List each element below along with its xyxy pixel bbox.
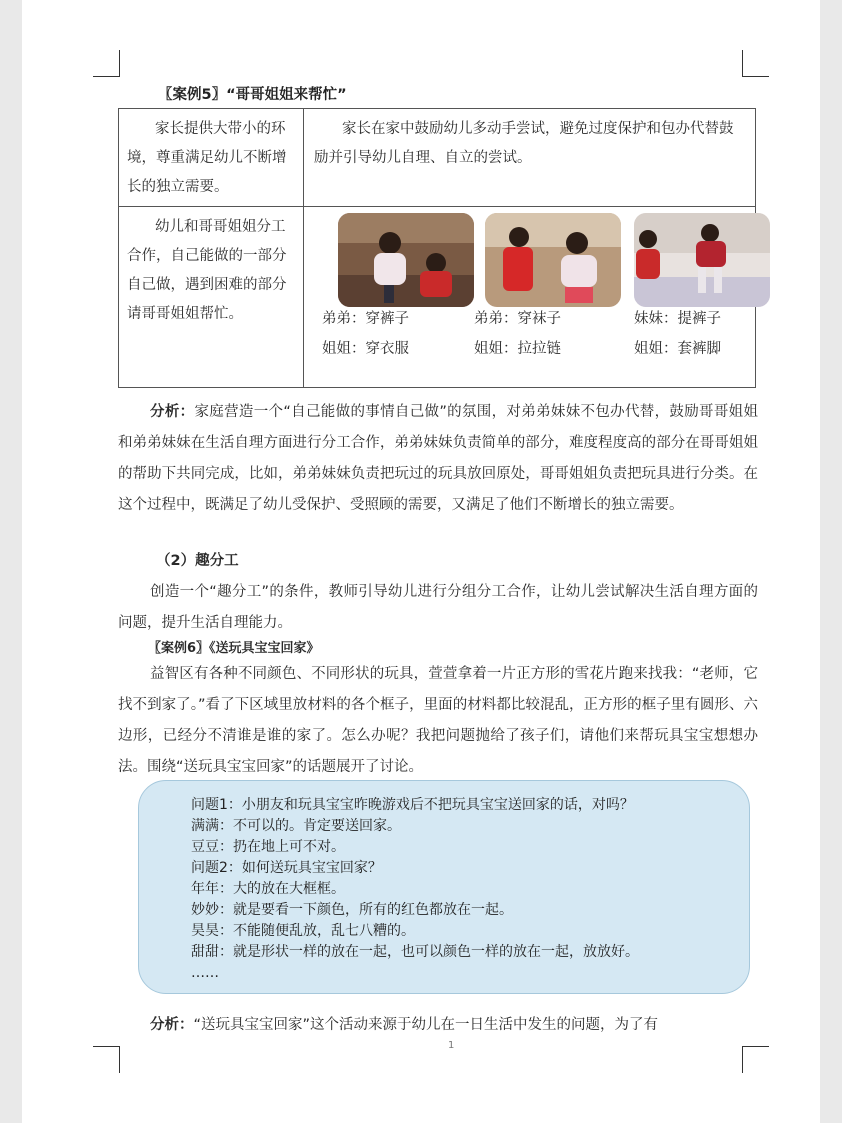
row2-left-cell: 幼儿和哥哥姐姐分工合作，自己能做的一部分自己做，遇到困难的部分请哥哥姐姐帮忙。 <box>119 207 304 388</box>
photo3-caption-2: 姐姐：套裤脚 <box>634 341 721 357</box>
table-row <box>119 207 756 388</box>
discussion-line: 年年：大的放在大框框。 <box>191 881 345 897</box>
case5-title: 〖案例5〗“哥哥姐姐来帮忙” <box>158 87 347 103</box>
crop-mark-top-right <box>742 50 769 77</box>
photo-2 <box>485 213 621 307</box>
analysis1-label: 分析： <box>150 404 195 420</box>
analysis2-text: “送玩具宝宝回家”这个活动来源于幼儿在一日生活中发生的问题，为了有 <box>193 1017 659 1033</box>
section2-paragraph <box>118 577 758 639</box>
discussion-lines <box>191 795 639 984</box>
case5-table <box>118 108 756 388</box>
discussion-line: 甜甜：就是形状一样的放在一起，也可以颜色一样的放在一起，放放好。 <box>191 944 639 960</box>
photo2-caption-2: 姐姐：拉拉链 <box>474 341 561 357</box>
photo2-caption-1: 弟弟：穿袜子 <box>474 311 561 327</box>
analysis2-label: 分析： <box>150 1017 194 1033</box>
photo-1 <box>338 213 474 307</box>
discussion-line: …… <box>191 965 219 981</box>
section2-heading: （2）趣分工 <box>156 553 239 569</box>
photo1-caption-2: 姐姐：穿衣服 <box>322 341 409 357</box>
row1-right-cell: 家长在家中鼓励幼儿多动手尝试，避免过度保护和包办代替鼓励并引导幼儿自理、自立的尝试。 <box>304 109 756 207</box>
analysis1-text: 家庭营造一个“自己能做的事情自己做”的氛围，对弟弟妹妹不包办代替，鼓励哥哥姐姐和弟弟妹妹在生活自理方面进行分工合作，弟弟妹妹负责简单的部分，难度程度高的部分在哥哥姐姐的帮助下共同完成，比如，弟弟妹妹负责把玩过的玩具放回原处，哥哥姐姐负责把玩具进行分类。在这个过程中，既满足了幼儿受保护、受照顾的需要，又满足了他们不断增长的独立需要。 <box>118 404 758 513</box>
row2-photo-cell <box>304 207 756 388</box>
section2-text: 创造一个“趣分工”的条件，教师引导幼儿进行分组分工合作，让幼儿尝试解决生活自理方面的问题，提升生活自理能力。 <box>118 584 758 631</box>
discussion-line: 豆豆：扔在地上可不对。 <box>191 839 345 855</box>
analysis1-paragraph <box>118 397 758 521</box>
discussion-box <box>138 780 750 994</box>
crop-mark-bottom-right <box>742 1046 769 1073</box>
table-row <box>119 109 756 207</box>
page-number: 1 <box>448 1040 455 1051</box>
analysis2-paragraph <box>118 1010 758 1041</box>
discussion-line: 满满：不可以的。肯定要送回家。 <box>191 818 401 834</box>
discussion-line: 昊昊：不能随便乱放，乱七八糟的。 <box>191 923 415 939</box>
case6-paragraph <box>118 659 758 783</box>
discussion-line: 问题1：小朋友和玩具宝宝昨晚游戏后不把玩具宝宝送回家的话，对吗？ <box>191 797 634 813</box>
case6-title: 〖案例6〗《送玩具宝宝回家》 <box>148 641 320 656</box>
photo1-caption-1: 弟弟：穿裤子 <box>322 311 409 327</box>
photo3-caption-1: 妹妹：提裤子 <box>634 311 721 327</box>
case6-text: 益智区有各种不同颜色、不同形状的玩具，萱萱拿着一片正方形的雪花片跑来找我：“老师，它找不到家了。”看了下区域里放材料的各个框子，里面的材料都比较混乱，正方形的框子里有圆形、六边形，已经分不清谁是谁的家了。怎么办呢？我把问题抛给了孩子们，请他们来帮玩具宝宝想想办法。围绕“送玩具宝宝回家”的话题展开了讨论。 <box>118 666 758 775</box>
photo-3 <box>634 213 770 307</box>
discussion-line: 问题2：如何送玩具宝宝回家？ <box>191 860 382 876</box>
photo-strip <box>304 207 755 372</box>
discussion-line: 妙妙：就是要看一下颜色，所有的红色都放在一起。 <box>191 902 513 918</box>
row1-left-cell: 家长提供大带小的环境，尊重满足幼儿不断增长的独立需要。 <box>119 109 304 207</box>
crop-mark-top-left <box>93 50 120 77</box>
crop-mark-bottom-left <box>93 1046 120 1073</box>
